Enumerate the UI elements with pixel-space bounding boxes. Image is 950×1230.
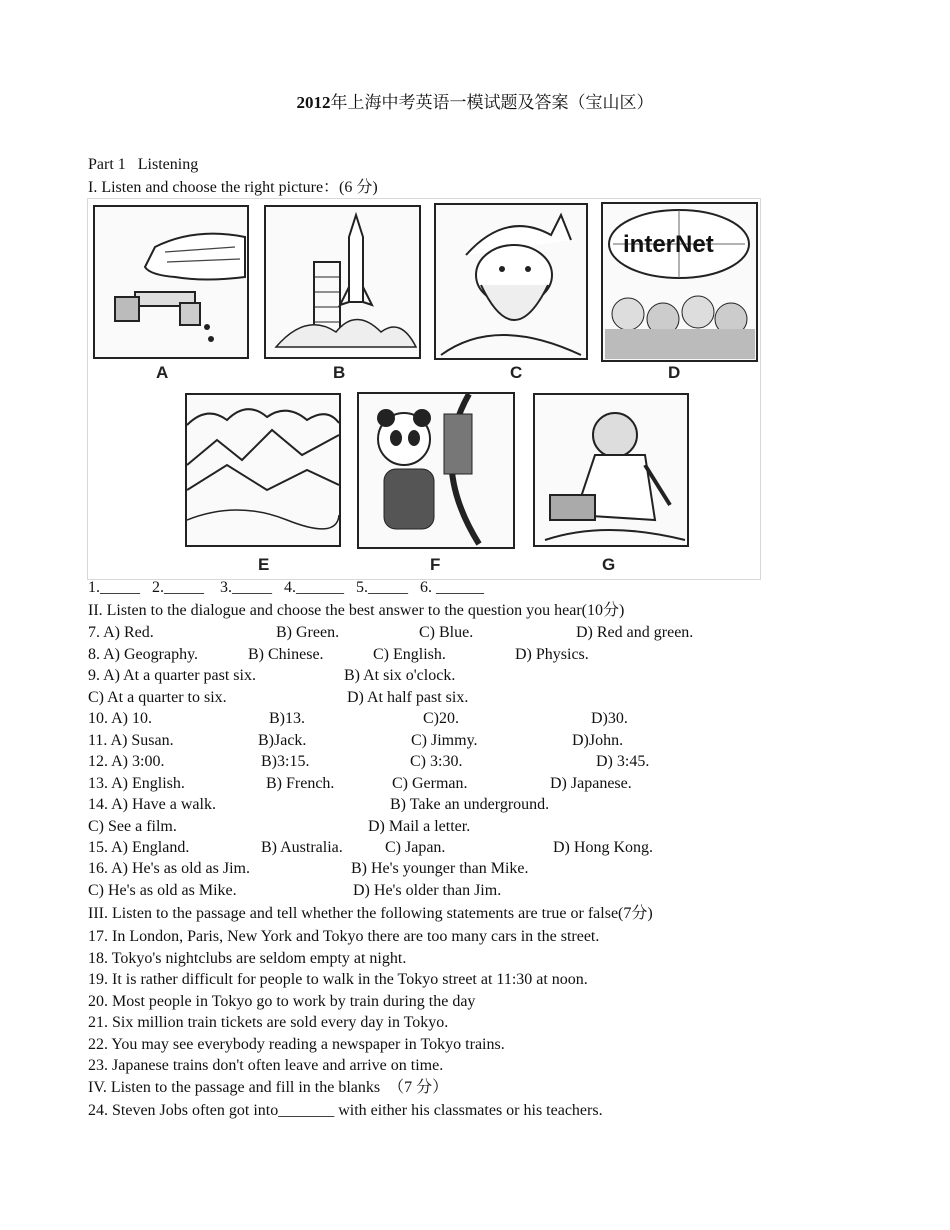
part-heading: Part 1 Listening	[88, 156, 199, 173]
option: D) Mail a letter.	[368, 818, 471, 835]
option: D) At half past six.	[347, 689, 469, 706]
option: B)3:15.	[261, 753, 310, 770]
option: D) Japanese.	[550, 775, 632, 792]
statement: 21. Six million train tickets are sold every day in Tokyo.	[88, 1014, 449, 1031]
question-11	[88, 732, 788, 752]
section-3-heading: III. Listen to the passage and tell whether the following statements are true or false(7分)	[88, 905, 653, 922]
question-16-line-2	[88, 882, 788, 902]
option: C) He's as old as Mike.	[88, 882, 237, 899]
picture-label-f: F	[430, 555, 441, 574]
option: C) Blue.	[419, 624, 474, 641]
option: 9. A) At a quarter past six.	[88, 667, 256, 684]
option: B) At six o'clock.	[344, 667, 456, 684]
question-13	[88, 775, 788, 795]
option: B) Australia.	[261, 839, 343, 856]
panda-icon	[359, 394, 513, 547]
picture-a	[93, 205, 249, 359]
picture-label-b: B	[333, 363, 346, 382]
option: B) Chinese.	[248, 646, 324, 663]
question-7	[88, 624, 788, 644]
question-9-line-2	[88, 689, 788, 709]
section-1-heading: I. Listen and choose the right picture：(6 分)	[88, 179, 378, 196]
picture-label-c: C	[510, 363, 523, 382]
title-text: 年上海中考英语一模试题及答案（宝山区）	[330, 93, 654, 112]
picture-label-d: D	[668, 363, 681, 382]
picture-c	[434, 203, 588, 360]
astronaut-icon	[535, 395, 687, 545]
page-title	[0, 88, 950, 113]
option: D) Hong Kong.	[553, 839, 653, 856]
section-2-heading: II. Listen to the dialogue and choose the best answer to the question you hear(10分)	[88, 602, 625, 619]
question-12	[88, 753, 788, 773]
statement: 19. It is rather difficult for people to walk in the Tokyo street at 11:30 at noon.	[88, 971, 588, 988]
option: D) 3:45.	[596, 753, 650, 770]
picture-f	[357, 392, 515, 549]
picture-label-a: A	[156, 363, 169, 382]
option: B) He's younger than Mike.	[351, 860, 529, 877]
picture-b	[264, 205, 421, 359]
option: 15. A) England.	[88, 839, 190, 856]
tap-icon	[95, 207, 247, 357]
option: D) Physics.	[515, 646, 589, 663]
picture-g	[533, 393, 689, 547]
question-9-line-1	[88, 667, 788, 687]
option: C) German.	[392, 775, 468, 792]
question-8	[88, 646, 788, 666]
option: C) At a quarter to six.	[88, 689, 227, 706]
option: C) English.	[373, 646, 446, 663]
statement: 20. Most people in Tokyo go to work by train during the day	[88, 993, 476, 1010]
answer-blanks: 1._____ 2._____ 3._____ 4.______ 5._____ 6. ______	[88, 579, 484, 596]
option: B) French.	[266, 775, 335, 792]
picture-e	[185, 393, 341, 547]
statement: 18. Tokyo's nightclubs are seldom empty at night.	[88, 950, 407, 967]
question-10	[88, 710, 788, 730]
statement: 23. Japanese trains don't often leave and arrive on time.	[88, 1057, 444, 1074]
option: 11. A) Susan.	[88, 732, 174, 749]
santa-icon	[436, 205, 586, 358]
option: C) Jimmy.	[411, 732, 478, 749]
mountains-icon	[187, 395, 339, 545]
question-14-line-2	[88, 818, 788, 838]
option: 8. A) Geography.	[88, 646, 199, 663]
option: C)20.	[423, 710, 459, 727]
option: C) Japan.	[385, 839, 446, 856]
option: D)30.	[591, 710, 628, 727]
title-year: 2012	[296, 93, 331, 112]
option: D)John.	[572, 732, 624, 749]
option: B)Jack.	[258, 732, 307, 749]
option: 16. A) He's as old as Jim.	[88, 860, 250, 877]
statement: 22. You may see everybody reading a newspaper in Tokyo trains.	[88, 1036, 505, 1053]
rocket-icon	[266, 207, 419, 357]
question-15	[88, 839, 788, 859]
picture-panel	[87, 198, 761, 580]
statement: 17. In London, Paris, New York and Tokyo there are too many cars in the street.	[88, 928, 600, 945]
option: B)13.	[269, 710, 305, 727]
section-4-heading: IV. Listen to the passage and fill in the blanks （7 分）	[88, 1079, 449, 1096]
option: D) He's older than Jim.	[353, 882, 502, 899]
option: 12. A) 3:00.	[88, 753, 165, 770]
picture-label-e: E	[258, 555, 270, 574]
option: 10. A) 10.	[88, 710, 152, 727]
question-24: 24. Steven Jobs often got into_______ with either his classmates or his teachers.	[88, 1102, 603, 1119]
option: 14. A) Have a walk.	[88, 796, 216, 813]
option: 7. A) Red.	[88, 624, 154, 641]
option: B) Green.	[276, 624, 340, 641]
option: C) 3:30.	[410, 753, 463, 770]
picture-label-g: G	[602, 555, 616, 574]
option: D) Red and green.	[576, 624, 694, 641]
option: 13. A) English.	[88, 775, 185, 792]
question-14-line-1	[88, 796, 788, 816]
internet-icon	[603, 204, 756, 360]
option: C) See a film.	[88, 818, 177, 835]
picture-d	[601, 202, 758, 362]
question-16-line-1	[88, 860, 788, 880]
internet-text: interNet	[623, 231, 714, 258]
option: B) Take an underground.	[390, 796, 550, 813]
